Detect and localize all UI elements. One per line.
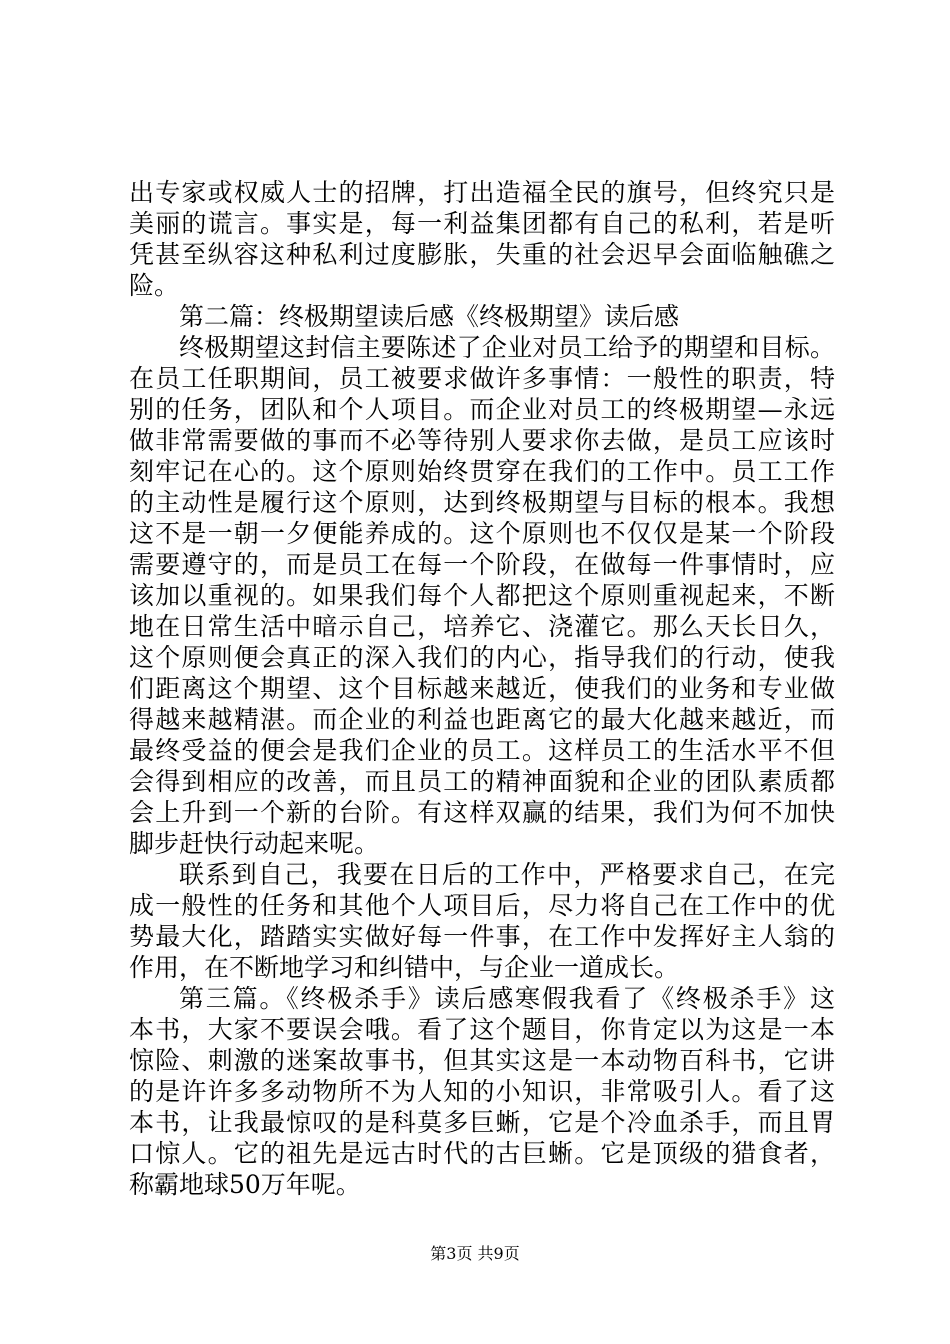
text-line: 刻牢记在心的。这个原则始终贯穿在我们的工作中。员工工作 — [129, 457, 835, 486]
text-line: 美丽的谎言。事实是，每一利益集团都有自己的私利，若是听 — [129, 209, 835, 238]
text-line: 的主动性是履行这个原则，达到终极期望与目标的根本。我想 — [129, 488, 835, 517]
text-line: 出专家或权威人士的招牌，打出造福全民的旗号，但终究只是 — [129, 178, 835, 207]
text-line: 口惊人。它的祖先是远古时代的古巨蜥。它是顶级的猎食者， — [129, 1139, 835, 1168]
text-line: 险。 — [129, 271, 180, 300]
text-line: 本书，让我最惊叹的是科莫多巨蜥，它是个冷血杀手，而且胃 — [129, 1108, 835, 1137]
text-line: 的是许许多多动物所不为人知的小知识，非常吸引人。看了这 — [129, 1077, 835, 1106]
text-line: 本书，大家不要误会哦。看了这个题目，你肯定以为这是一本 — [129, 1015, 835, 1044]
text-line: 成一般性的任务和其他个人项目后，尽力将自己在工作中的优 — [129, 891, 835, 920]
document-body — [129, 177, 835, 1200]
text-line: 会上升到一个新的台阶。有这样双赢的结果，我们为何不加快 — [129, 798, 835, 827]
text-line: 第二篇：终极期望读后感《终极期望》读后感 — [179, 302, 680, 331]
text-line: 联系到自己，我要在日后的工作中，严格要求自己，在完 — [179, 860, 835, 889]
text-line: 凭甚至纵容这种私利过度膨胀，失重的社会迟早会面临触礁之 — [129, 240, 835, 269]
text-line: 得越来越精湛。而企业的利益也距离它的最大化越来越近，而 — [129, 705, 835, 734]
page-footer — [0, 1244, 950, 1264]
text-line: 们距离这个期望、这个目标越来越近，使我们的业务和专业做 — [129, 674, 835, 703]
text-line: 脚步赶快行动起来呢。 — [129, 829, 380, 858]
text-line: 势最大化，踏踏实实做好每一件事，在工作中发挥好主人翁的 — [129, 922, 835, 951]
text-line: 第三篇。《终极杀手》读后感寒假我看了《终极杀手》这 — [179, 984, 835, 1013]
text-line: 终极期望这封信主要陈述了企业对员工给予的期望和目标。 — [179, 333, 835, 362]
text-line: 这不是一朝一夕便能养成的。这个原则也不仅仅是某一个阶段 — [129, 519, 835, 548]
text-line: 该加以重视的。如果我们每个人都把这个原则重视起来，不断 — [129, 581, 835, 610]
text-line: 地在日常生活中暗示自己，培养它、浇灌它。那么天长日久， — [129, 612, 835, 641]
text-line: 作用，在不断地学习和纠错中，与企业一道成长。 — [129, 953, 680, 982]
text-line: 需要遵守的，而是员工在每一个阶段，在做每一件事情时，应 — [129, 550, 835, 579]
text-line: 这个原则便会真正的深入我们的内心，指导我们的行动，使我 — [129, 643, 835, 672]
text-line: 称霸地球50万年呢。 — [129, 1170, 361, 1199]
text-line: 做非常需要做的事而不必等待别人要求你去做，是员工应该时 — [129, 426, 835, 455]
text-line: 别的任务，团队和个人项目。而企业对员工的终极期望—永远 — [129, 395, 835, 424]
text-line: 会得到相应的改善，而且员工的精神面貌和企业的团队素质都 — [129, 767, 835, 796]
text-line: 惊险、刺激的迷案故事书，但其实这是一本动物百科书，它讲 — [129, 1046, 835, 1075]
text-line: 最终受益的便会是我们企业的员工。这样员工的生活水平不但 — [129, 736, 835, 765]
text-line: 在员工任职期间，员工被要求做许多事情：一般性的职责，特 — [129, 364, 835, 393]
page-number-label: 第3页 共9页 — [430, 1244, 520, 1263]
